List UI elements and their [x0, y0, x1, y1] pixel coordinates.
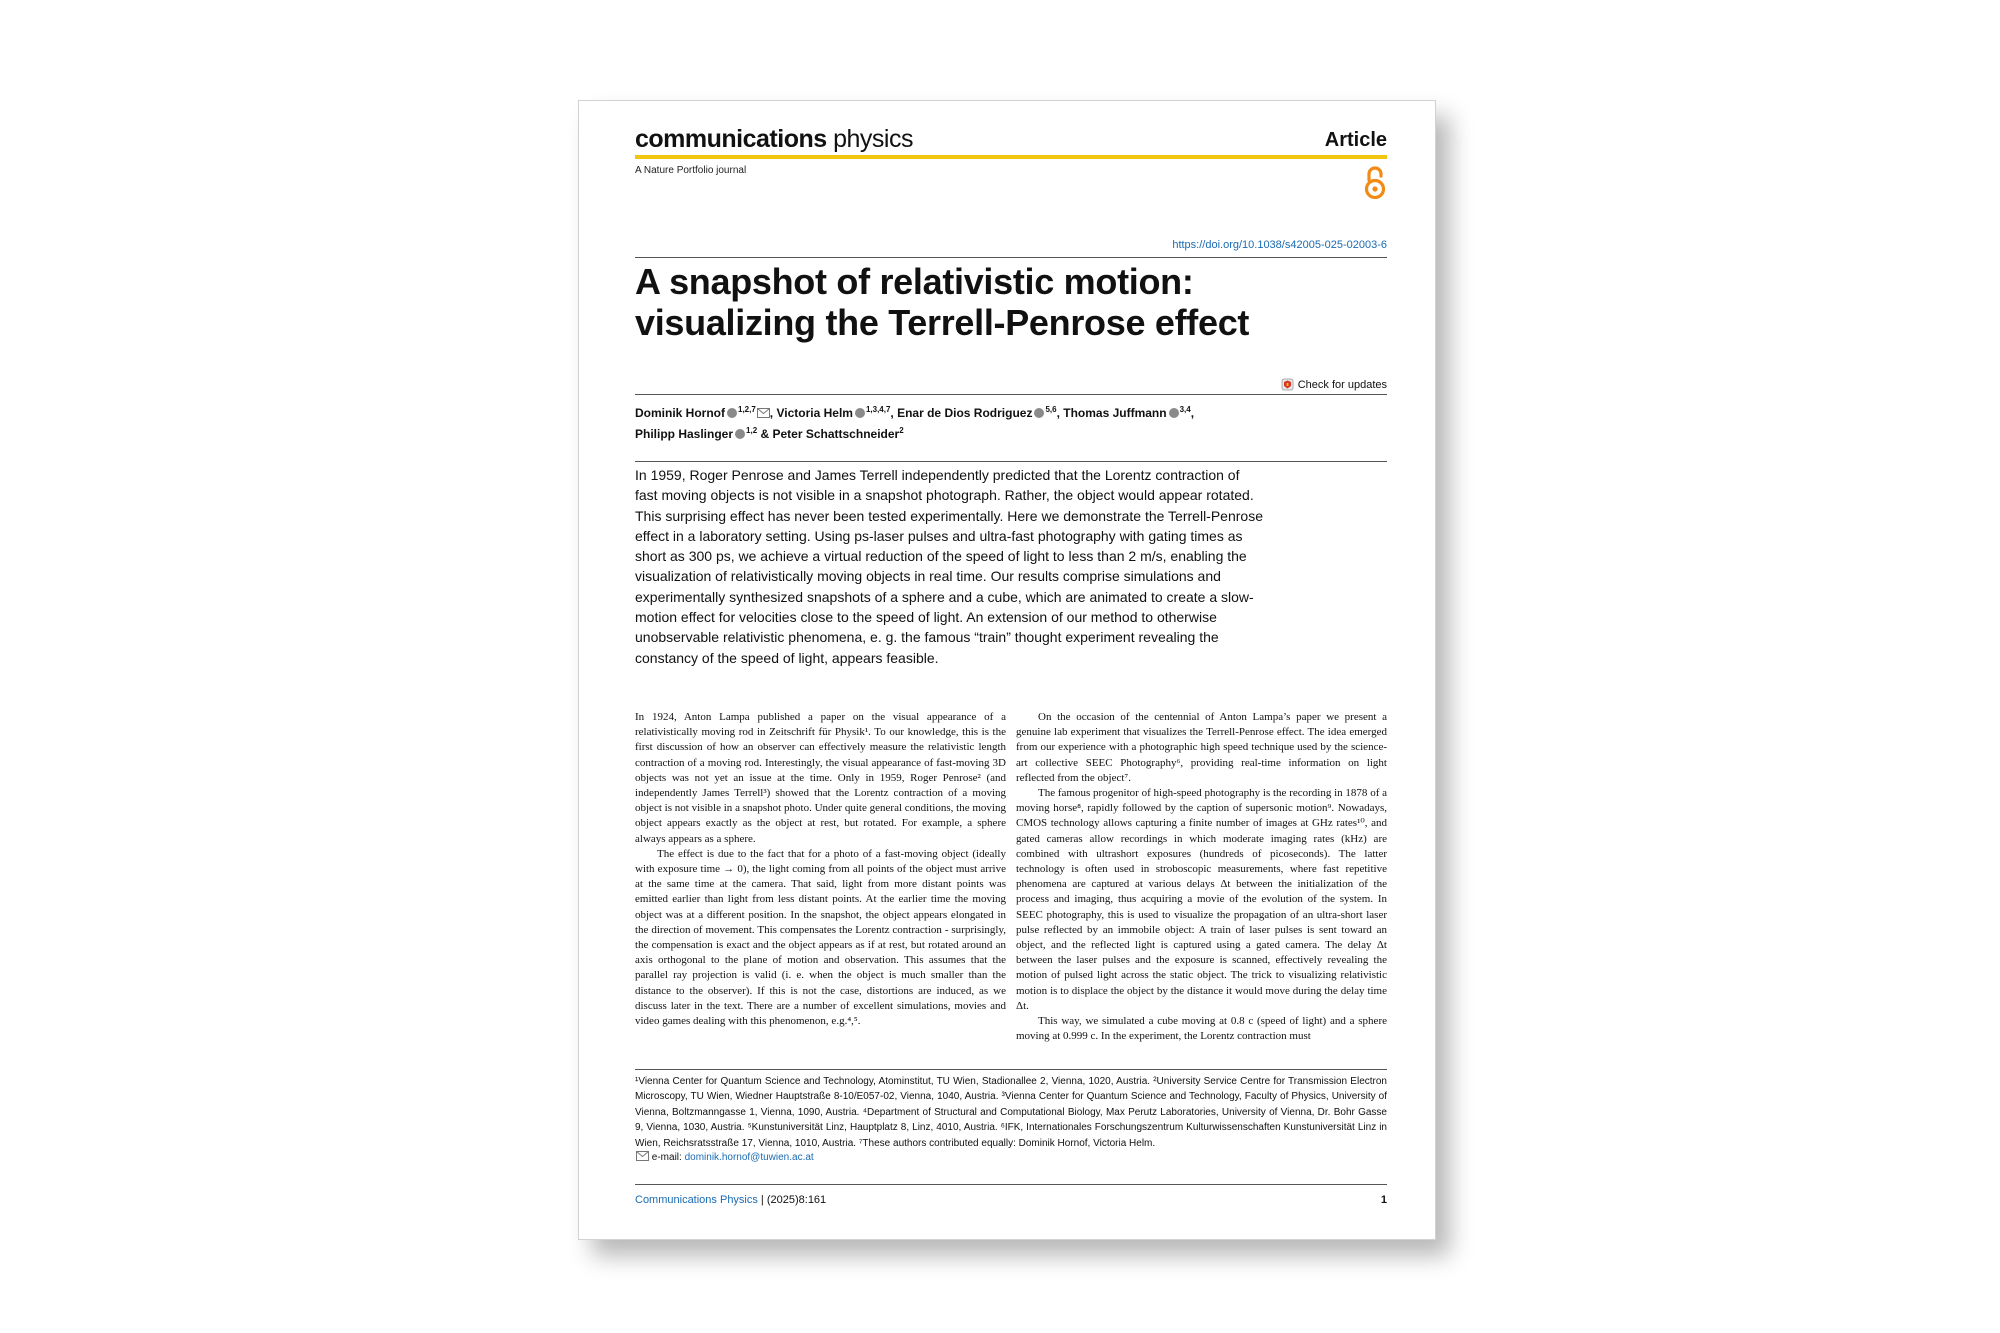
- journal-brand[interactable]: [635, 125, 913, 154]
- author-name: Thomas Juffmann: [1063, 406, 1167, 420]
- article-type-label: Article: [1324, 129, 1387, 151]
- header-yellow-rule: [635, 155, 1387, 159]
- authors-rule: [635, 394, 1387, 395]
- footer-rule: [635, 1184, 1387, 1185]
- page-content: [635, 101, 1387, 1239]
- affiliation-footnotes: ¹Vienna Center for Quantum Science and Technology, Atominstitut, TU Wien, Stadionallee 2, Vienna, 1020, Austria. ²University Service Centre for Transmission Electron Microscopy, TU Wien, Wiedner Hauptstraße 8-10/E057-02, Vienna, 1040, Austria. ³Vienna Center for Quantum Science and Technology, Faculty of Physics, University of Vienna, Boltzmanngasse 1, Vienna, 1090, Austria. ⁴Department of Structural and Computational Biology, Max Perutz Laboratories, University of Vienna, Dr. Bohr Gasse 9, Vienna, 1030, Austria. ⁵Kunstuniversität Linz, Hauptplatz 8, Linz, 4010, Austria. ⁶IFK, Internationales Forschungszentrum Kulturwissenschaften Kunstuniversität Linz in Wien, Reichsratsstraße 17, Vienna, 1010, Austria. ⁷These authors contributed equally: Dominik Hornof, Victoria Helm.: [635, 1076, 1387, 1149]
- title-line-2: visualizing the Terrell-Penrose effect: [635, 302, 1250, 343]
- orcid-icon[interactable]: [1034, 408, 1044, 418]
- author[interactable]: [776, 406, 890, 420]
- email-link[interactable]: dominik.hornof@tuwien.ac.at: [684, 1152, 814, 1163]
- author[interactable]: [897, 406, 1056, 420]
- author-separator: ,: [1190, 406, 1195, 420]
- paragraph: The famous progenitor of high-speed photography is the recording in 1878 of a moving horse⁸, rapidly followed by the caption of supersonic motion⁹. Nowadays, CMOS technology allows capturing a finite number of images at GHz rates¹⁰, and gated cameras allow recordings in which moderate imaging rates (kHz) are combined with ultrashort exposures (hundreds of picoseconds). The latter technology is often used in stroboscopic measurements, where fast repetitive phenomena are captured at various delays Δt between the initialization of the process and imaging, thus acquiring a movie of the evolution of the system. In SEEC photography, this is used to visualize the propagation of an ultra-short laser pulse reflected by an immobile object: A train of laser pulses is sent toward an object, and the reflected light is captured using a gated camera. The delay Δt between the laser pulses and the exposure is scanned, effectively revealing the motion of pulsed light across the static object. The trick to visualizing relativistic motion is to displace the object by the distance it would move during the delay time Δt.: [1016, 787, 1387, 1012]
- paragraph: This way, we simulated a cube moving at 0.8 c (speed of light) and a sphere moving at 0.999 c. In the experiment, the Lorentz contraction must: [1016, 1015, 1387, 1043]
- paragraph: In 1924, Anton Lampa published a paper on the visual appearance of a relativistically moving rod in Zeitschrift für Physik¹. To our knowledge, this is the first discussion of how an observer can effectively measure the relativistic length contraction of a moving rod. Interestingly, the visual appearance of fast-moving 3D objects was not yet an issue at the time. Only in 1959, Roger Penrose² (and independently James Terrell³) showed that the Lorentz contraction of a moving object is not visible in a snapshot photo. Under quite general conditions, the moving object appears exactly as the object at rest, but rotated. For example, a sphere always appears as a sphere.: [635, 711, 1006, 845]
- author-name: Enar de Dios Rodriguez: [897, 406, 1033, 420]
- brand-bold: communications: [635, 125, 827, 153]
- orcid-icon[interactable]: [735, 429, 745, 439]
- journal-footer-link[interactable]: Communications Physics: [635, 1194, 758, 1206]
- orcid-icon[interactable]: [855, 408, 865, 418]
- article-title: [635, 261, 1387, 343]
- body-column-right: [1016, 710, 1387, 1044]
- doi-rule: [635, 257, 1387, 258]
- author-separator: ,: [1056, 406, 1064, 420]
- affiliation-marker: 3,4: [1179, 405, 1191, 414]
- check-updates-icon: [1281, 378, 1294, 391]
- affiliation-marker: 1,2,7: [738, 405, 756, 414]
- paragraph: The effect is due to the fact that for a photo of a fast-moving object (ideally with exposure time → 0), the light coming from all points of the object must arrive at the same time at the camera. That said, light from more distant points was emitted earlier than light from less distant points. At the earlier time the moving object was at a different position. In the snapshot, the object appears elongated in the direction of movement. This compensates the Lorentz contraction - surprisingly, the compensation is exact and the object appears as if at rest, but rotated around an axis orthogonal to the plane of motion and observation. This assumes that the parallel ray projection is valid (i. e. when the object is much smaller than the distance to the observer). If this is not the case, distortions are induced, as we discuss later in the text. There are a number of excellent simulations, movies and video games dealing with this phenomenon, e.g.⁴,⁵.: [635, 847, 1006, 1028]
- author[interactable]: [1063, 406, 1190, 420]
- article-page: [578, 100, 1436, 1240]
- author-separator: ,: [890, 406, 898, 420]
- author-name: Victoria Helm: [776, 406, 853, 420]
- author[interactable]: [635, 427, 757, 441]
- check-for-updates[interactable]: [1281, 378, 1387, 391]
- page-number: 1: [1380, 1194, 1387, 1206]
- author-name: Dominik Hornof: [635, 406, 725, 420]
- doi-link[interactable]: https://doi.org/10.1038/s42005-025-02003-6: [1172, 239, 1387, 251]
- journal-subbrand: A Nature Portfolio journal: [635, 165, 747, 176]
- body-column-left: [635, 710, 1006, 1029]
- affiliation-marker: 1,3,4,7: [865, 405, 891, 414]
- brand-light: physics: [833, 125, 913, 153]
- footnote-rule: [635, 1069, 1387, 1070]
- check-updates-label: Check for updates: [1297, 378, 1387, 391]
- orcid-icon[interactable]: [727, 408, 737, 418]
- author-name: Peter Schattschneider: [772, 427, 900, 441]
- email-label: e-mail:: [651, 1152, 682, 1163]
- paragraph: On the occasion of the centennial of Anton Lampa’s paper we present a genuine lab experiment that visualizes the Terrell-Penrose effect. The idea emerged from our experience with a photographic high speed technique used by the science-art collective SEEC Photography⁶, providing real-time information on light reflected from the object⁷.: [1016, 711, 1387, 784]
- author-name: Philipp Haslinger: [635, 427, 734, 441]
- journal-footer: [635, 1194, 826, 1206]
- affiliation-marker: 1,2: [746, 426, 758, 435]
- abstract-rule: [635, 461, 1387, 462]
- mail-icon: [636, 1151, 649, 1161]
- author[interactable]: [635, 406, 770, 420]
- mail-icon[interactable]: [757, 408, 770, 418]
- open-access-icon: [1363, 165, 1387, 201]
- author-list: [635, 401, 1387, 443]
- author-separator: ,: [769, 406, 777, 420]
- affiliation-marker: 2: [899, 426, 904, 435]
- author[interactable]: [772, 427, 903, 441]
- correspondence-line: [635, 1151, 814, 1163]
- citation-text: | (2025)8:161: [757, 1194, 827, 1206]
- author-separator: &: [757, 427, 773, 441]
- title-line-1: A snapshot of relativistic motion:: [635, 261, 1194, 302]
- orcid-icon[interactable]: [1169, 408, 1179, 418]
- masthead: [635, 125, 1387, 155]
- affiliation-marker: 5,6: [1045, 405, 1057, 414]
- abstract: In 1959, Roger Penrose and James Terrell independently predicted that the Lorentz contraction of fast moving objects is not visible in a snapshot photograph. Rather, the object would appear rotated. This surprising effect has never been tested experimentally. Here we demonstrate the Terrell-Penrose effect in a laboratory setting. Using ps-laser pulses and ultra-fast photography with gating times as short as 300 ps, we achieve a virtual reduction of the speed of light to less than 2 m/s, enabling the visualization of relativistically moving objects in real time. Our results comprise simulations and experimentally synthesized snapshots of a sphere and a cube, which are animated to create a slow-motion effect for velocities close to the speed of light. An extension of our method to otherwise unobservable relativistic phenomena, e. g. the famous “train” thought experiment revealing the constancy of the speed of light, appears feasible.: [635, 467, 1263, 666]
